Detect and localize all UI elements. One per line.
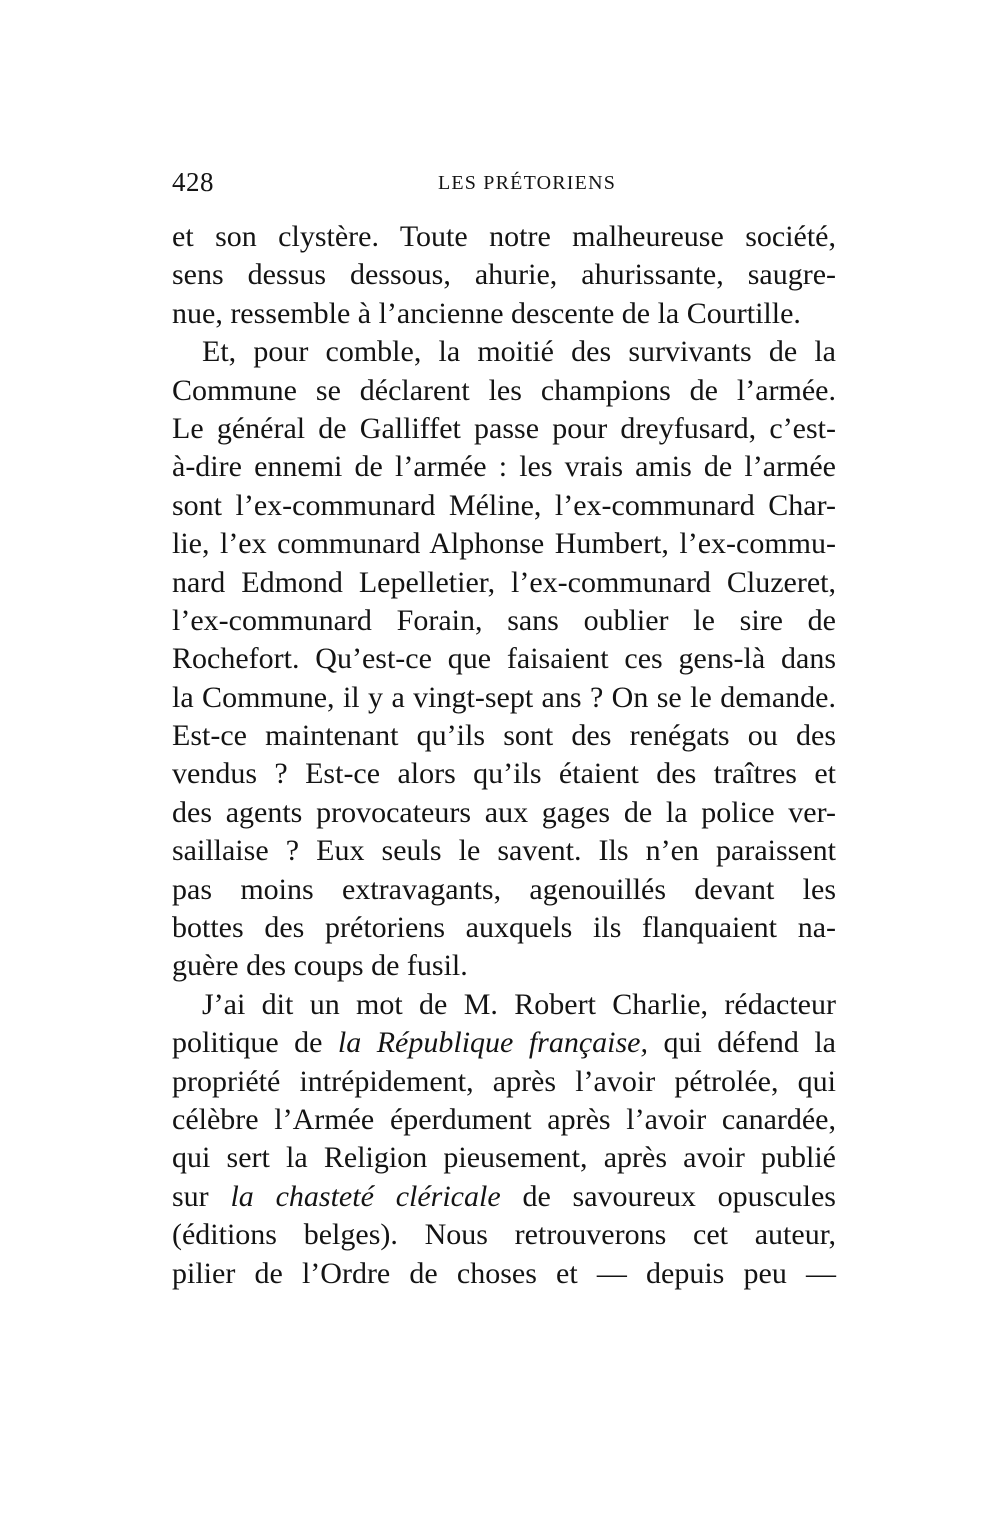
text-line: Rochefort. Qu’est-ce que faisaient ces gens-là dans bbox=[172, 642, 836, 676]
text-line: et son clystère. Toute notre malheureuse société, bbox=[172, 220, 836, 253]
text-run: de savoureux opuscules bbox=[500, 1179, 836, 1213]
text-line: guère des coups de fusil. bbox=[172, 949, 468, 983]
italic-title: la chasteté cléricale bbox=[230, 1179, 501, 1213]
text-line: des agents provocateurs aux gages de la police ver- bbox=[172, 795, 836, 829]
text-line: nard Edmond Lepelletier, l’ex-communard Cluzeret, bbox=[172, 565, 836, 599]
text-line: Et, pour comble, la moitié des survivants de la bbox=[202, 335, 836, 369]
text-line: lie, l’ex communard Alphonse Humbert, l’ex-commu- bbox=[172, 527, 836, 561]
text-line: l’ex-communard Forain, sans oublier le sire de bbox=[172, 603, 836, 637]
running-head bbox=[172, 164, 836, 200]
text-line: sont l’ex-communard Méline, l’ex-communard Char- bbox=[172, 488, 836, 522]
text-line: Est-ce maintenant qu’ils sont des renégats ou des bbox=[172, 719, 836, 753]
text-run: sur bbox=[172, 1179, 231, 1213]
body-text bbox=[172, 218, 836, 1293]
text-line: saillaise ? Eux seuls le savent. Ils n’en paraissent bbox=[172, 834, 836, 868]
text-line: la Commune, il y a vingt-sept ans ? On se le demande. bbox=[172, 680, 836, 714]
text-line: pas moins extravagants, agenouillés devant les bbox=[172, 872, 836, 906]
text-line: pilier de l’Ordre de choses et — depuis peu — bbox=[172, 1256, 836, 1290]
text-run: politique de bbox=[172, 1026, 338, 1060]
text-line bbox=[172, 1024, 836, 1062]
page-number: 428 bbox=[172, 167, 214, 197]
text-line: propriété intrépidement, après l’avoir pétrolée, qui bbox=[172, 1064, 836, 1098]
text-line: nue, ressemble à l’ancienne descente de la Courtille. bbox=[172, 296, 801, 330]
text-line: vendus ? Est-ce alors qu’ils étaient des traîtres et bbox=[172, 757, 836, 791]
text-line bbox=[172, 1178, 836, 1216]
text-line: à-dire ennemi de l’armée : les vrais amis de l’armée bbox=[172, 450, 836, 484]
text-line: sens dessus dessous, ahurie, ahurissante, saugre- bbox=[172, 258, 836, 292]
running-title: LES PRÉTORIENS bbox=[437, 172, 617, 194]
text-line: qui sert la Religion pieusement, après avoir publié bbox=[172, 1141, 836, 1175]
text-line: Le général de Galliffet passe pour dreyfusard, c’est- bbox=[172, 411, 836, 445]
text-line: (éditions belges). Nous retrouverons cet auteur, bbox=[172, 1218, 836, 1252]
text-line: bottes des prétoriens auxquels ils flanquaient na- bbox=[172, 911, 836, 945]
text-line: célèbre l’Armée éperdument après l’avoir canardée, bbox=[172, 1102, 836, 1136]
text-line: J’ai dit un mot de M. Robert Charlie, rédacteur bbox=[202, 987, 836, 1021]
italic-title: la République française, bbox=[337, 1026, 648, 1060]
text-line: Commune se déclarent les champions de l’armée. bbox=[172, 373, 836, 407]
text-run: qui défend la bbox=[647, 1026, 836, 1060]
